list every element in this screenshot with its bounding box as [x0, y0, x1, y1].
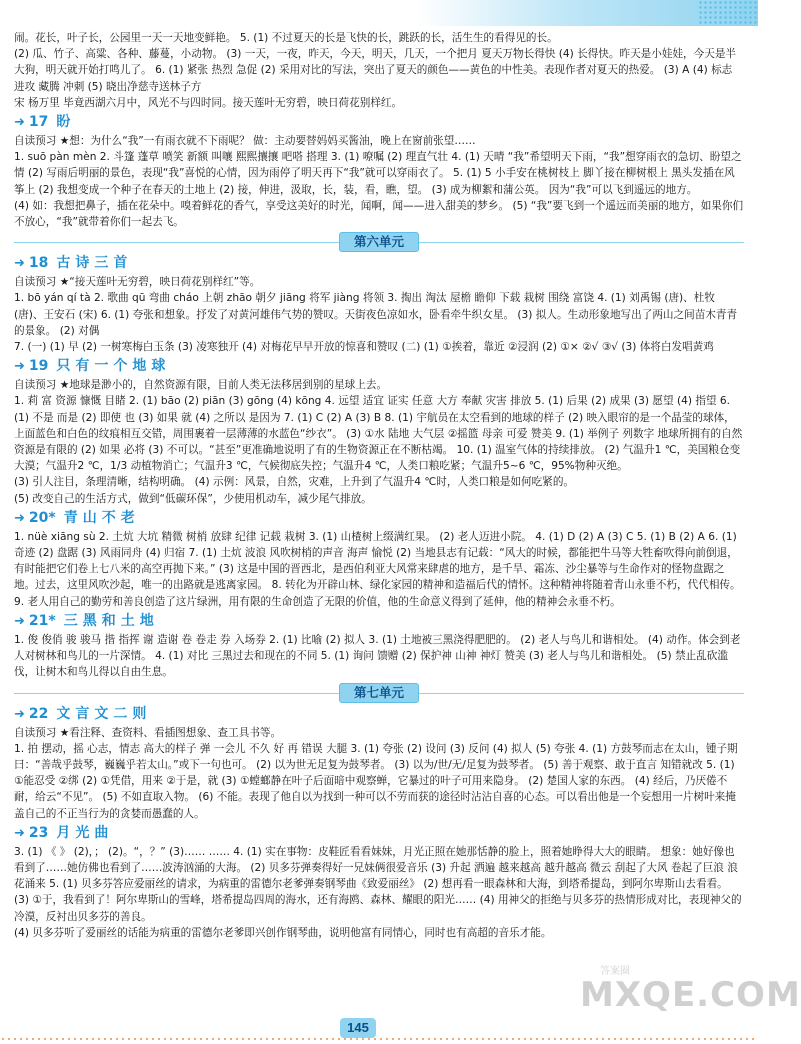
answer-paragraph: 闹。花长，叶子长，公园里一天一天地变鲜艳。 5. (1) 不过夏天的长是飞快的长，跳跃的长，活生生的看得见的长。 — [14, 32, 558, 44]
lesson-heading — [14, 612, 744, 631]
answer-paragraph: (4) 贝多芬听了爱丽丝的话能为病重的雷德尔老爹即兴创作钢琴曲，说明他富有同情心，同时也有高超的音乐才能。 — [14, 926, 552, 939]
lesson-heading — [14, 705, 744, 724]
lesson-heading — [14, 509, 744, 528]
lesson-number: 20* — [28, 509, 56, 526]
answer-paragraph: (3) 引人注目，条理清晰，结构明确。 (4) 示例：风景，自然，灾难，上升到了气温升4 ℃时，人类口粮是如何吃紧的。 — [14, 476, 575, 489]
lesson-number: 18 — [28, 255, 49, 272]
lesson-number: 17 — [28, 114, 49, 131]
answer-page-content — [14, 30, 744, 941]
arrow-icon: ➜ — [14, 825, 25, 841]
answer-paragraph: 1. 莉 富 资源 慷慨 目睹 2. (1) bāo (2) piān (3) gōng (4) kōng 4. 远望 适宜 证实 任意 大方 奉献 灾害 排放 5. (1) 后果 (2) 成果 (3) 愿望 (4) 指望 6. (1) 不是 而是 (2) 即使 也 (3) 如果 就 (4) 之所以 是因为 7. (1) C (2) A (3) B 8. (1) 宇航员在太空看到的地球的样子 (2) 映入眼帘的是一个晶莹的球体，上面蓝色和白色的纹痕相互交错，周围裹着一层薄薄的水蓝色“纱衣”。 (3) ①水 陆地 大气层 ②摇篮 母亲 可爱 赞美 9. (1) 举例子 列数字 地球所拥有的自然资源是有限的 (2) 如果 必将 (3) 不可以。“甚至”更准确地说明了有的生物资源正在不断枯竭。 10. (1) 温室气体的持续排放。 (2) 气温升1 ℃，美国粮仓变大漠；气温升2 ℃，1/3 动植物消亡；气温升3 ℃，气候彻底失控；气温升4 ℃，人类口粮吃紧；气温升5~6 ℃，95%物种灭绝。 — [14, 395, 743, 473]
answer-paragraph: 7. (一) (1) 早 (2) 一树寒梅白玉条 (3) 凌寒独开 (4) 对梅花早早开放的惊喜和赞叹 (二) (1) ①挨着，靠近 ②浸润 (2) ①× ②√ ③√ (3) 体将白发唱黄鸡 — [14, 341, 714, 354]
answer-paragraph: 宋 杨万里 毕竟西湖六月中，风光不与四时同。接天莲叶无穷碧，映日荷花别样红。 — [14, 96, 403, 109]
lesson-title: 盼 — [56, 114, 76, 131]
answer-paragraph: 1. suō pàn mèn 2. 斗篷 蓬草 喷笑 新额 叫嚷 熙熙攘攘 吧嗒 搭理 3. (1) 嘹嘱 (2) 理直气壮 4. (1) 天晴 “我”希望明天下雨，“我”想穿雨衣的急切、盼望之情 (2) 写雨后明丽的景色，表现“我”喜悦的心情，因为雨停了明天再下“我”就可以穿雨衣了。 5. (1) 5 小手安在桃树枝上 脚丫接在柳树根上 黑头发插在风筝上 (2) 我想变成一个种子在春天的土地上 (2) 接，伸进，汲取，长，装，看，瞧，望。 (3) 成为柳絮和蒲公英。 因为“我”可以飞到遥远的地方。 — [14, 151, 742, 196]
lesson-title: 古诗三首 — [56, 255, 133, 272]
arrow-icon: ➜ — [14, 613, 25, 629]
answer-paragraph: 1. bō yán qí tà 2. 歌曲 qū 弯曲 cháo 上朝 zhāo 朝夕 jiāng 将军 jiàng 将领 3. 掏出 淘汰 屋檐 瞻仰 下载 栽树 围绕 富饶 4. (1) 刘禹锡 (唐)、杜牧 (唐)、王安石 (宋) 6. (1) 夸张和想象。抒发了对黄河雄伟气势的赞叹。天街夜色凉如水，卧看牵牛织女星。 (3) 拟人。生动形象地写出了两山之间苗木青青的景象。 (2) 对偶 — [14, 292, 738, 337]
arrow-icon: ➜ — [14, 510, 25, 526]
answer-paragraph: (2) 瓜、竹子、高粱、各种、藤蔓，小动物。 (3) 一天，一夜，昨天，今天，明天，几天，一个把月 夏天万物长得快 (4) 长得快。昨天是小娃娃，今天是半大狗，明天就开始打鸣儿了。 6. (1) 紧张 热烈 急促 (2) 采用对比的写法，突出了夏天的颜色——黄色的中性美。表现作者对夏天的热爱。 (3) A (4) 标志 进攻 藏腾 冲刺 (5) 晓出净慈寺送林子方 — [14, 48, 737, 93]
answer-paragraph: 1. 拍 摆动，摇 心志，情志 高大的样子 弹 一会儿 不久 好 再 错误 大腿 3. (1) 夸张 (2) 设问 (3) 反问 (4) 拟人 (5) 夸张 4. (1) 方鼓琴而志在太山，锺子期曰：“善哉乎鼓琴，巍巍乎若太山。”或下一句也可。 (2) 以为世无足复为鼓琴者。 (3) 以为/世/无/足复为鼓琴者。 (5) 善于观察、敢于直言 知错就改 5. (1) ①能忍受 ②绑 (2) ①凭借，用来 ②于是，就 (3) ①螳螂静在叶子后面暗中观察蝉，它暴过的叶子可用来隐身。 (2) 楚国人家的东西。 (4) 经后，乃厌倦不耐，给云“不见”。 (5) 不如直取入物。 (6) 不能。表现了他自以为找到一种可以不劳而获的途径时沾沾自喜的心态。可以看出他是一个妄想用一片树叶来掩盖自己的不正当行为的贪婪而愚蠢的人。 — [14, 742, 738, 820]
arrow-icon: ➜ — [14, 706, 25, 722]
answer-paragraph: 自读预习 ★“接天莲叶无穷碧，映日荷花别样红”等。 — [14, 276, 261, 289]
lesson-title: 月光曲 — [56, 824, 114, 841]
lesson-number: 19 — [28, 358, 49, 375]
unit-banner — [14, 684, 744, 702]
unit-title: 第六单元 — [339, 232, 419, 252]
answer-paragraph: (5) 改变自己的生活方式，做到“低碳环保”，少使用机动车，减少尾气排放。 — [14, 492, 372, 505]
lesson-number: 21* — [28, 612, 56, 629]
lesson-heading — [14, 113, 744, 132]
unit-title: 第七单元 — [339, 683, 419, 703]
lesson-title: 只有一个地球 — [56, 358, 171, 375]
bottom-decoration-bar — [0, 1036, 758, 1044]
arrow-icon: ➜ — [14, 359, 25, 375]
top-decoration-bar — [0, 0, 758, 26]
lesson-title: 文言文二则 — [56, 705, 152, 722]
answer-paragraph: 自读预习 ★看注释、查资料、看插图想象、查工具书等。 — [14, 726, 282, 739]
watermark-logo: MXQE.COM — [580, 975, 801, 1015]
lesson-title: 青山不老 — [63, 509, 140, 526]
answer-paragraph: 1. nüè xiāng sù 2. 土炕 大坑 精微 树梢 放肆 纪律 记载 栽树 3. (1) 山楂树上缀满红果。 (2) 老人迈进小院。 4. (1) D (2) A (3) C 5. (1) B (2) A 6. (1) 奇迹 (2) 盘踞 (3) 风雨同舟 (4) 归宿 7. (1) 土炕 波浪 风吹树梢的声音 海声 愉悦 (2) 当地县志有记载：“风大的时候，都能把牛马等大牲畜吹得向前倒退，有时能把它们卷上七八米的高空再抛下来。” (3) 这是中国的晋西北，是西伯利亚大风常来肆虐的地方，是千旱、霜冻、沙尘暴等与生命作对的怪物盘踞之地。过去，这里风吹沙起，唯一的出路就是逃离家园。 8. 转化为开辟山林、绿化家园的精神和造福后代的情怀。这种精神将随着青山永垂不朽，代代相传。 9. 老人用自己的勤劳和善良创造了这片绿洲，用有限的生命创造了无限的价值，他的生命意义得到了延伸，他的精神会永垂不朽。 — [14, 530, 741, 608]
dot-pattern — [698, 0, 758, 26]
answer-paragraph: (4) 如：我想把鼻子，插在花朵中。嗅着鲜花的香气，享受这美好的时光，闻啊，闻——进入甜美的梦乡。 (5) “我”要飞到一个遥远而美丽的地方，如果你们不放心，“我”就带着你们一起去飞。 — [14, 199, 744, 229]
unit-banner — [14, 233, 744, 251]
page-number: 145 — [340, 1018, 376, 1038]
watermark-sub: 答案圈 — [600, 966, 630, 977]
answer-paragraph: 3. (1) 《 》 (2)，； (2)。“，？” (3)…… …… 4. (1) 实在事物：皮鞋匠看看妹妹，月光正照在她那恬静的脸上，照着她睁得大大的眼睛。 想象：她好像也看到了……她仿佛也看到了……波涛汹涌的大海。 (2) 贝多芬弹奏得好一兄妹俩很爱音乐 (3) 升起 洒遍 越来越高 越升越高 微云 刮起了大风 卷起了巨浪 浪花涌来 5. (1) 贝多芬答应爱丽丝的请求，为病重的雷德尔老爹弹奏钢琴曲《致爱丽丝》 (2) 想再看一眼森林和大海，到塔希提岛，到阿尔卑斯山去看看。 (3) ①于，我看到了！阿尔卑斯山的雪峰，塔希提岛四周的海水，还有海鸥、森林、耀眼的阳光…… (4) 用神父的拒绝与贝多芬的热情形成对比，表现神父的冷漠，反衬出贝多芬的善良。 — [14, 845, 742, 923]
lesson-heading — [14, 357, 744, 376]
lesson-number: 23 — [28, 824, 49, 841]
lesson-heading — [14, 254, 744, 273]
answer-paragraph: 自读预习 ★地球是渺小的，自然资源有限，目前人类无法移居到别的星球上去。 — [14, 379, 388, 392]
arrow-icon: ➜ — [14, 256, 25, 272]
lesson-title: 三黑和土地 — [63, 612, 159, 629]
answer-paragraph: 1. 俊 俊俏 骏 骏马 揩 指挥 谢 造谢 卷 卷走 券 入场券 2. (1) 比喻 (2) 拟人 3. (1) 土地被三黑浇得肥肥的。 (2) 老人与鸟儿和谐相处。 (4) 动作。体会到老人对树林和鸟儿的一片深情。 4. (1) 对比 三黑过去和现在的不同 5. (1) 询问 馈赠 (2) 保护神 山神 神灯 赞美 (3) 老人与鸟儿和谐相处。 (5) 禁止乱砍滥伐，让树木和鸟儿得以自由生息。 — [14, 633, 741, 679]
arrow-icon: ➜ — [14, 115, 25, 131]
lesson-heading — [14, 824, 744, 843]
answer-paragraph: 自读预习 ★想：为什么“我”一有雨衣就不下雨呢？ 做：主动要替妈妈买酱油，晚上在窗前张望…… — [14, 135, 476, 148]
lesson-number: 22 — [28, 705, 49, 722]
